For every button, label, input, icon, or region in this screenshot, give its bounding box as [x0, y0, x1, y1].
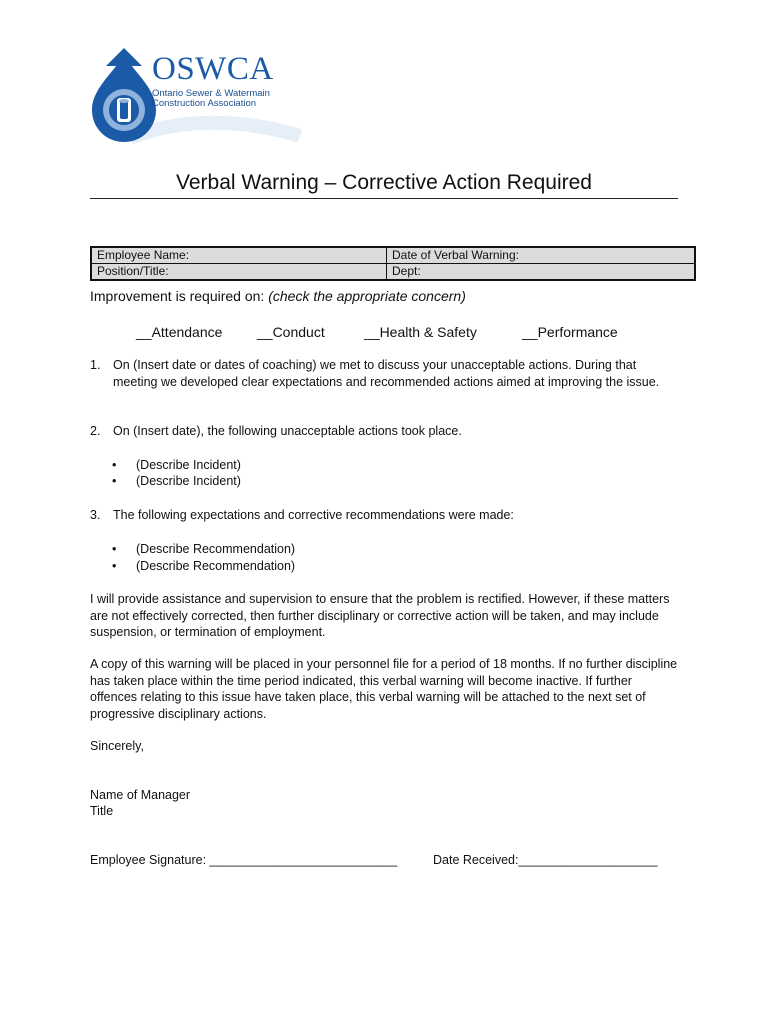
document-title: Verbal Warning – Corrective Action Required [176, 171, 592, 194]
concern-health-safety[interactable]: __Health & Safety [364, 324, 477, 340]
improvement-line [90, 287, 466, 305]
date-received-line[interactable]: Date Received:____________________ [433, 853, 658, 867]
concern-attendance[interactable]: __Attendance [136, 324, 223, 340]
employee-name-field[interactable]: Employee Name: [91, 247, 387, 264]
title-underline [90, 198, 678, 199]
table-row [91, 264, 695, 281]
file-copy-paragraph: A copy of this warning will be placed in your personnel file for a period of 18 months. If no further discipline has taken place within the time period indicated, this verbal warning will become inactive. If further offences relating to this issue have taken place, this verbal warning will be attached to the next set of progressive disciplinary actions. [90, 657, 678, 721]
item-number: 1. [90, 358, 101, 372]
logo-subtitle-line2: Construction Association [152, 98, 257, 109]
concern-performance[interactable]: __Performance [522, 324, 618, 340]
bullet-icon: • [112, 474, 117, 488]
bullet-text: (Describe Recommendation) [136, 559, 296, 573]
position-title-field[interactable]: Position/Title: [91, 264, 387, 281]
item-number: 3. [90, 508, 101, 522]
concern-conduct[interactable]: __Conduct [257, 324, 325, 340]
improvement-label: Improvement is required on: [90, 288, 269, 304]
item-number: 2. [90, 424, 101, 438]
item-text: On (Insert date), the following unacceptable actions took place. [113, 424, 462, 438]
manager-title: Title [90, 804, 114, 818]
bullet-icon: • [112, 559, 117, 573]
bullet-text: (Describe Recommendation) [136, 542, 296, 556]
oswca-logo [90, 48, 305, 144]
improvement-hint: (check the appropriate concern) [268, 288, 466, 304]
bullet-icon: • [112, 542, 117, 556]
date-of-warning-field[interactable]: Date of Verbal Warning: [387, 247, 696, 264]
assistance-paragraph: I will provide assistance and supervision to ensure that the problem is rectified. However, if these matters are not effectively corrected, then further disciplinary or corrective action will be taken, and may include suspension, or termination of employment. [90, 592, 670, 639]
employee-info-table [90, 246, 696, 281]
bullet-text: (Describe Incident) [136, 474, 241, 488]
dept-field[interactable]: Dept: [387, 264, 696, 281]
item-text: On (Insert date or dates of coaching) we met to discuss your unacceptable actions. During that meeting we developed clear expectations and recommended actions aimed at improving the issue. [113, 358, 660, 389]
item-text: The following expectations and corrective recommendations were made: [113, 508, 514, 522]
bullet-text: (Describe Incident) [136, 458, 241, 472]
employee-signature-line[interactable]: Employee Signature: ___________________________ [90, 853, 398, 867]
logo-name: OSWCA [152, 51, 274, 87]
manager-name: Name of Manager [90, 788, 191, 802]
closing: Sincerely, [90, 739, 144, 753]
logo-subtitle-line1: Ontario Sewer & Watermain [152, 88, 270, 99]
bullet-icon: • [112, 458, 117, 472]
table-row [91, 247, 695, 264]
